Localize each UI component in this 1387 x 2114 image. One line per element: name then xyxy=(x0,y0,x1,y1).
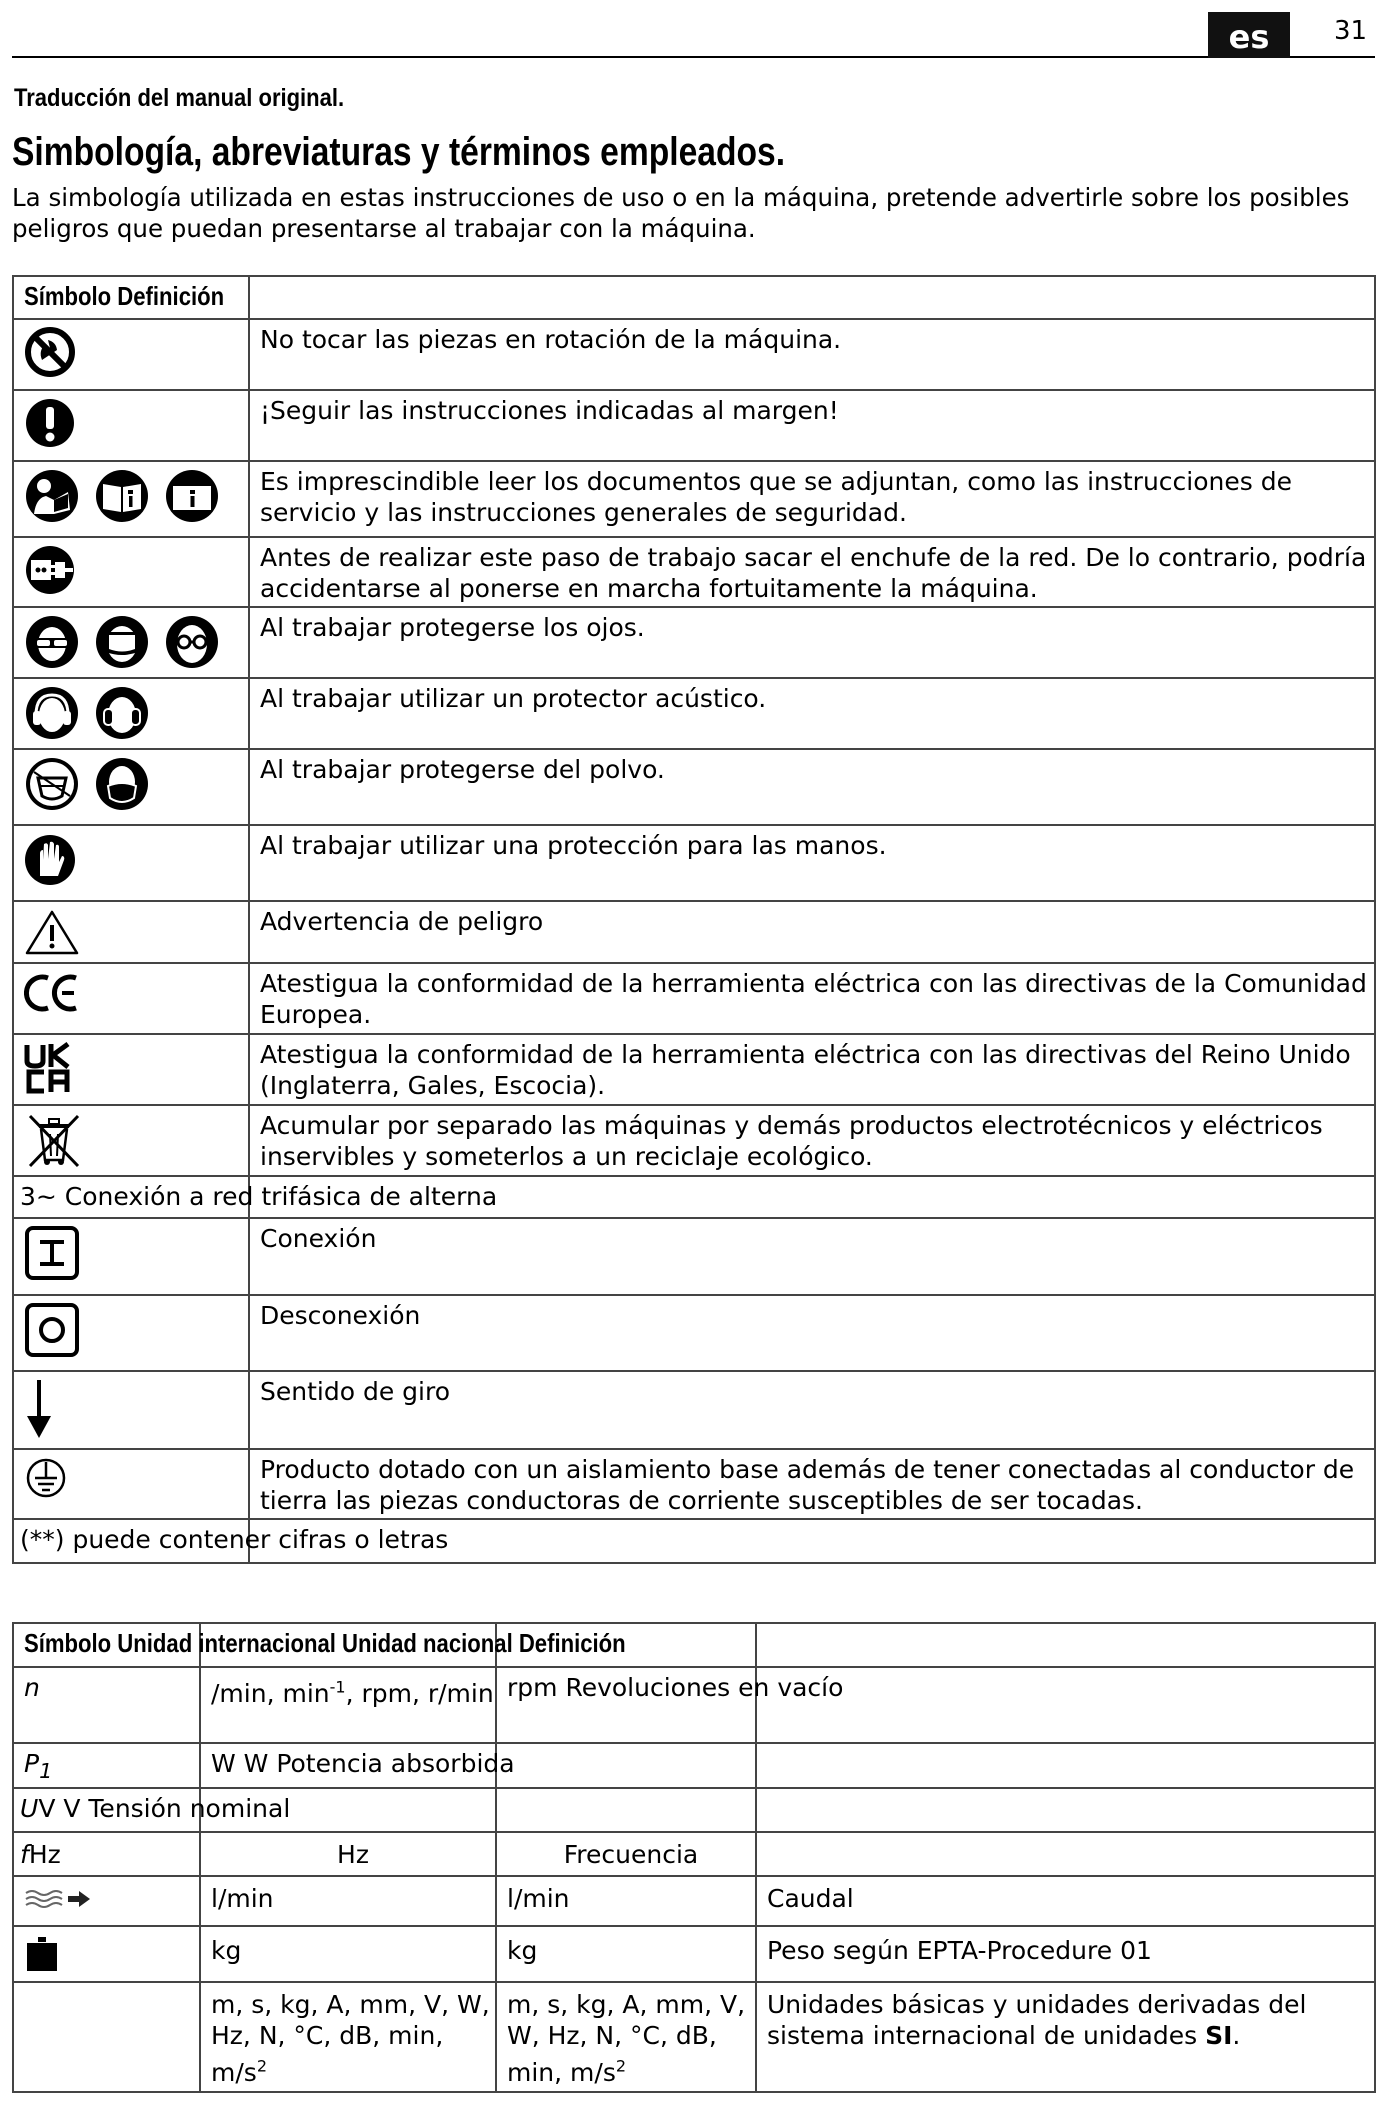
language-badge: es xyxy=(1208,12,1290,58)
frequency-text: Frecuencia xyxy=(563,1840,699,1869)
national-si-units: m, s, kg, A, mm, V, W, Hz, N, °C, dB, min, $m/s^2$ xyxy=(507,1990,746,2088)
translation-note: Traducción del manual original. xyxy=(14,84,345,112)
si-definition: Unidades básicas y unidades derivadas del sistema internacional de unidades SI. xyxy=(767,1990,1307,2050)
ear-protection-icon xyxy=(94,685,150,741)
definition-text: Producto dotado con un aislamiento base además de tener conectadas al conductor de tierra las piezas conductoras de corriente susceptibles de ser tocadas. xyxy=(260,1455,1355,1515)
symbol-p1: $P_1$ xyxy=(24,1749,53,1783)
unplug-icon xyxy=(24,544,76,596)
safety-glasses-icon xyxy=(164,614,220,670)
goggles-icon xyxy=(24,614,80,670)
power-input-text: W W Potencia absorbida xyxy=(211,1749,515,1778)
gloves-icon xyxy=(24,832,76,888)
definition-text: Al trabajar utilizar una protección para las manos. xyxy=(260,831,887,860)
dust-mask-icon xyxy=(94,756,150,812)
national-unit-n: rpm Revoluciones en vacío xyxy=(507,1673,844,1702)
header-rule xyxy=(12,56,1375,58)
intl-unit-n: /min, $\min^{-1}$, rpm, r/min xyxy=(211,1678,494,1709)
weight-icon xyxy=(24,1935,60,1973)
national-unit-flow: l/min xyxy=(507,1884,570,1913)
three-phase-text: 3~ Conexión a red trifásica de alterna xyxy=(20,1182,498,1211)
units-table xyxy=(12,1622,1376,2093)
definition-text: Advertencia de peligro xyxy=(260,907,544,936)
frequency-symbol: fHz xyxy=(20,1840,61,1869)
warning-triangle-icon xyxy=(24,908,80,956)
definition-text: Al trabajar protegerse los ojos. xyxy=(260,613,645,642)
power-off-icon xyxy=(24,1302,80,1358)
dust-mask-outline-icon xyxy=(24,756,80,812)
definition-text: Al trabajar utilizar un protector acústico. xyxy=(260,684,767,713)
intl-si-units: m, s, kg, A, mm, V, W, Hz, N, °C, dB, min, $m/s^2$ xyxy=(211,1990,490,2088)
manual-book-icon xyxy=(94,468,150,524)
definition-text: Antes de realizar este paso de trabajo sacar el enchufe de la red. De lo contrario, podría accidentarse al ponerse en marcha fortuitamente la máquina. xyxy=(260,543,1367,603)
ukca-mark-icon xyxy=(24,1041,78,1095)
symbols-table-header: Símbolo Definición xyxy=(24,281,225,311)
definition-text: No tocar las piezas en rotación de la máquina. xyxy=(260,325,842,354)
intl-unit-weight: kg xyxy=(211,1936,242,1965)
flow-icon xyxy=(24,1883,94,1913)
footnote-text: (**) puede contener cifras o letras xyxy=(20,1525,449,1554)
units-table-header: Símbolo Unidad internacional Unidad nacional Definición xyxy=(24,1628,626,1658)
intl-unit-flow: l/min xyxy=(211,1884,274,1913)
definition-text: Atestigua la conformidad de la herramienta eléctrica con las directivas de la Comunidad Europea. xyxy=(260,969,1367,1029)
definition-text: Conexión xyxy=(260,1224,377,1253)
power-on-icon xyxy=(24,1225,80,1281)
definition-text: Al trabajar protegerse del polvo. xyxy=(260,755,665,784)
definition-text: Atestigua la conformidad de la herramienta eléctrica con las directivas del Reino Unido (Inglaterra, Gales, Escocia). xyxy=(260,1040,1351,1100)
national-unit-weight: kg xyxy=(507,1936,538,1965)
definition-text: ¡Seguir las instrucciones indicadas al margen! xyxy=(260,396,839,425)
read-manual-person-icon xyxy=(24,468,80,524)
intl-unit-hz: Hz xyxy=(337,1840,369,1869)
info-book-icon xyxy=(164,468,220,524)
ce-mark-icon xyxy=(24,970,84,1014)
flow-definition: Caudal xyxy=(767,1884,854,1913)
intro-paragraph: La simbología utilizada en estas instrucciones de uso o en la máquina, pretende advertirle sobre los posibles peligros que puedan presentarse al trabajar con la máquina. xyxy=(12,183,1350,243)
crossed-bin-icon xyxy=(24,1112,84,1170)
voltage-text: UV V Tensión nominal xyxy=(20,1794,291,1823)
definition-text: Desconexión xyxy=(260,1301,421,1330)
section-title: Simbología, abreviaturas y términos empleados. xyxy=(12,130,786,174)
mandatory-exclamation-icon xyxy=(24,397,76,449)
symbol-n: n xyxy=(24,1673,40,1702)
definition-text: Acumular por separado las máquinas y demás productos electrotécnicos y eléctricos inservibles y someterlos a un reciclaje ecológico. xyxy=(260,1111,1323,1171)
ear-muffs-icon xyxy=(24,685,80,741)
page-number: 31 xyxy=(1334,16,1368,46)
rotation-arrow-icon xyxy=(24,1378,54,1440)
weight-definition: Peso según EPTA-Procedure 01 xyxy=(767,1936,1152,1965)
face-shield-icon xyxy=(94,614,150,670)
definition-text: Sentido de giro xyxy=(260,1377,450,1406)
definition-text: Es imprescindible leer los documentos que se adjuntan, como las instrucciones de servicio y las instrucciones generales de seguridad. xyxy=(260,467,1292,527)
symbols-table xyxy=(12,275,1376,1564)
protective-earth-icon xyxy=(24,1456,68,1500)
no-touch-rotating-parts-icon xyxy=(24,326,76,378)
